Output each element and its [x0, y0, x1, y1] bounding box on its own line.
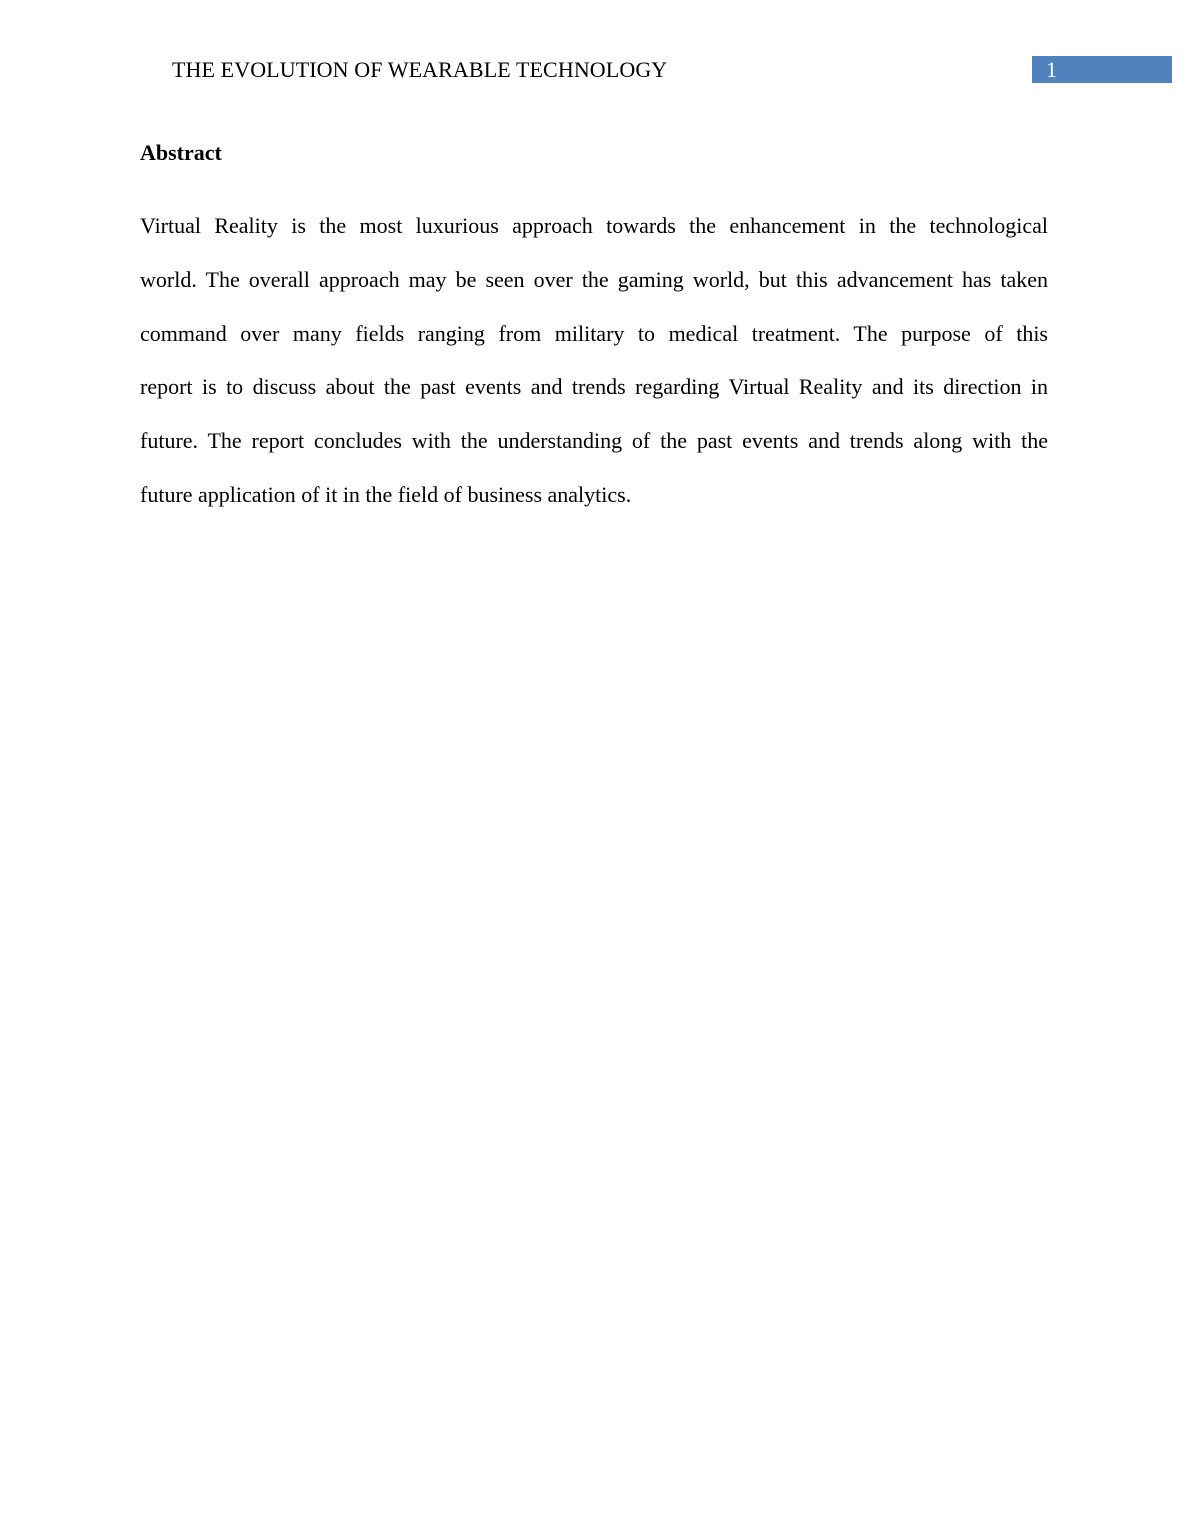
abstract-heading: Abstract: [140, 140, 222, 165]
running-head: THE EVOLUTION OF WEARABLE TECHNOLOGY: [172, 57, 668, 82]
abstract-line: report is to discuss about the past events and trends regarding Virtual Reality and its direction in: [140, 374, 1048, 400]
abstract-paragraph: [140, 199, 1048, 522]
page-number-box: [1032, 56, 1172, 83]
abstract-line: world. The overall approach may be seen over the gaming world, but this advancement has taken: [140, 266, 1048, 292]
abstract-line: Virtual Reality is the most luxurious approach towards the enhancement in the technological: [140, 213, 1048, 238]
page-number: 1: [1046, 57, 1057, 82]
abstract-line: future. The report concludes with the understanding of the past events and trends along with the: [140, 428, 1048, 454]
abstract-line: command over many fields ranging from military to medical treatment. The purpose of this: [140, 320, 1048, 346]
abstract-line: future application of it in the field of business analytics.: [140, 481, 632, 507]
